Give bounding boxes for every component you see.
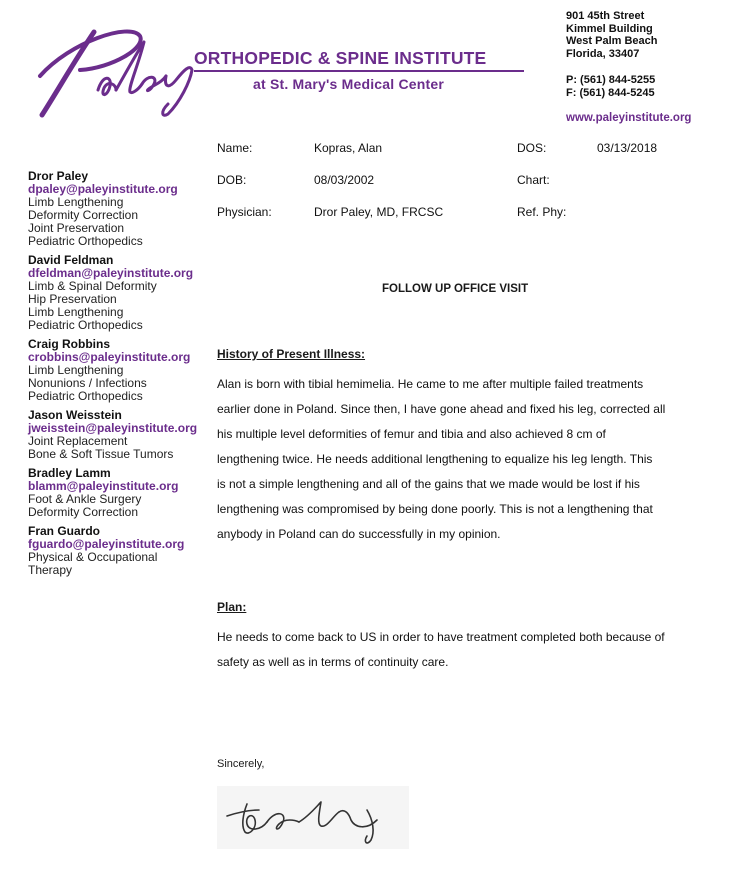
physician-specialty: Nonunions / Infections <box>28 376 147 390</box>
hpi-line: is not a simple lengthening and all of the gains that we made would be lost if his <box>217 477 640 491</box>
physician-name: Bradley Lamm <box>28 466 111 480</box>
physician-specialty: Pediatric Orthopedics <box>28 389 143 403</box>
chart-label: Chart: <box>517 173 550 187</box>
plan-line: He needs to come back to US in order to have treatment completed both because of <box>217 630 665 644</box>
dob-label: DOB: <box>217 173 247 187</box>
physician-specialty: Joint Preservation <box>28 221 125 235</box>
address-block <box>566 10 658 60</box>
physician-label: Physician: <box>217 205 272 219</box>
address-line: Kimmel Building <box>566 22 653 35</box>
phone-block <box>566 74 655 99</box>
physician-entry <box>28 338 208 403</box>
physician-entry <box>28 254 208 332</box>
website-link[interactable]: www.paleyinstitute.org <box>566 112 692 124</box>
physician-name: David Feldman <box>28 253 114 267</box>
institute-name: ORTHOPEDIC & SPINE INSTITUTE <box>194 48 487 68</box>
physician-name: Craig Robbins <box>28 337 111 351</box>
physician-name: Fran Guardo <box>28 524 101 538</box>
patient-name: Kopras, Alan <box>314 141 383 155</box>
physician-specialty: Deformity Correction <box>28 208 139 222</box>
plan-paragraph <box>217 625 697 675</box>
physician-email[interactable]: dfeldman@paleyinstitute.org <box>28 266 194 280</box>
closing-text: Sincerely, <box>217 758 265 770</box>
phone-number: P: (561) 844-5255 <box>566 74 656 86</box>
physician-value: Dror Paley, MD, FRCSC <box>314 205 444 219</box>
physician-specialty: Foot & Ankle Surgery <box>28 492 142 506</box>
physician-email[interactable]: fguardo@paleyinstitute.org <box>28 537 185 551</box>
address-line: Florida, 33407 <box>566 47 640 60</box>
visit-title: FOLLOW UP OFFICE VISIT <box>382 283 529 295</box>
physician-specialty: Bone & Soft Tissue Tumors <box>28 447 174 461</box>
hpi-heading: History of Present Illness: <box>217 347 366 361</box>
physician-name: Jason Weisstein <box>28 408 122 422</box>
physician-specialty: Therapy <box>28 563 73 577</box>
name-label: Name: <box>217 141 253 155</box>
hpi-line: lengthening was compromised by being done poorly. This is not a lengthening that <box>217 502 653 516</box>
physician-entry <box>28 170 208 248</box>
physician-specialty: Physical & Occupational <box>28 550 158 564</box>
physician-sidebar <box>28 170 208 583</box>
physician-email[interactable]: crobbins@paleyinstitute.org <box>28 350 191 364</box>
dob-value: 08/03/2002 <box>314 173 375 187</box>
physician-entry <box>28 467 208 519</box>
physician-email[interactable]: blamm@paleyinstitute.org <box>28 479 179 493</box>
hpi-line: lengthening twice. He needs additional lengthening to equalize his leg length. This <box>217 452 653 466</box>
signature-image <box>217 786 409 849</box>
physician-specialty: Limb Lengthening <box>28 195 124 209</box>
physician-specialty: Limb Lengthening <box>28 363 124 377</box>
dos-value: 03/13/2018 <box>597 141 658 155</box>
ref-physician-label: Ref. Phy: <box>517 205 567 219</box>
hpi-line: Alan is born with tibial hemimelia. He came to me after multiple failed treatments <box>217 377 644 391</box>
physician-email[interactable]: dpaley@paleyinstitute.org <box>28 182 178 196</box>
physician-specialty: Limb Lengthening <box>28 305 124 319</box>
hpi-line: his multiple level deformities of femur and tibia and also achieved 8 cm of <box>217 427 606 441</box>
physician-entry <box>28 409 208 461</box>
hpi-line: anybody in Poland can do successfully in my opinion. <box>217 527 501 541</box>
logo-strokes <box>40 31 192 115</box>
physician-name: Dror Paley <box>28 169 89 183</box>
institute-subtitle: at St. Mary's Medical Center <box>253 76 444 92</box>
physician-specialty: Pediatric Orthopedics <box>28 234 143 248</box>
physician-entry <box>28 525 208 577</box>
address-line: West Palm Beach <box>566 35 658 48</box>
paley-logo <box>30 18 205 118</box>
physician-specialty: Hip Preservation <box>28 292 117 306</box>
fax-number: F: (561) 844-5245 <box>566 86 655 99</box>
institute-underline <box>194 70 524 72</box>
physician-specialty: Limb & Spinal Deformity <box>28 279 157 293</box>
address-line: 901 45th Street <box>566 10 645 22</box>
physician-specialty: Deformity Correction <box>28 505 139 519</box>
physician-specialty: Pediatric Orthopedics <box>28 318 143 332</box>
plan-heading: Plan: <box>217 600 247 614</box>
physician-specialty: Joint Replacement <box>28 434 128 448</box>
hpi-paragraph <box>217 372 697 547</box>
signature-strokes <box>227 802 377 843</box>
dos-label: DOS: <box>517 141 547 155</box>
hpi-line: earlier done in Poland. Since then, I have gone ahead and fixed his leg, corrected all <box>217 402 666 416</box>
plan-line: safety as well as in terms of continuity care. <box>217 655 449 669</box>
physician-email[interactable]: jweisstein@paleyinstitute.org <box>28 421 198 435</box>
